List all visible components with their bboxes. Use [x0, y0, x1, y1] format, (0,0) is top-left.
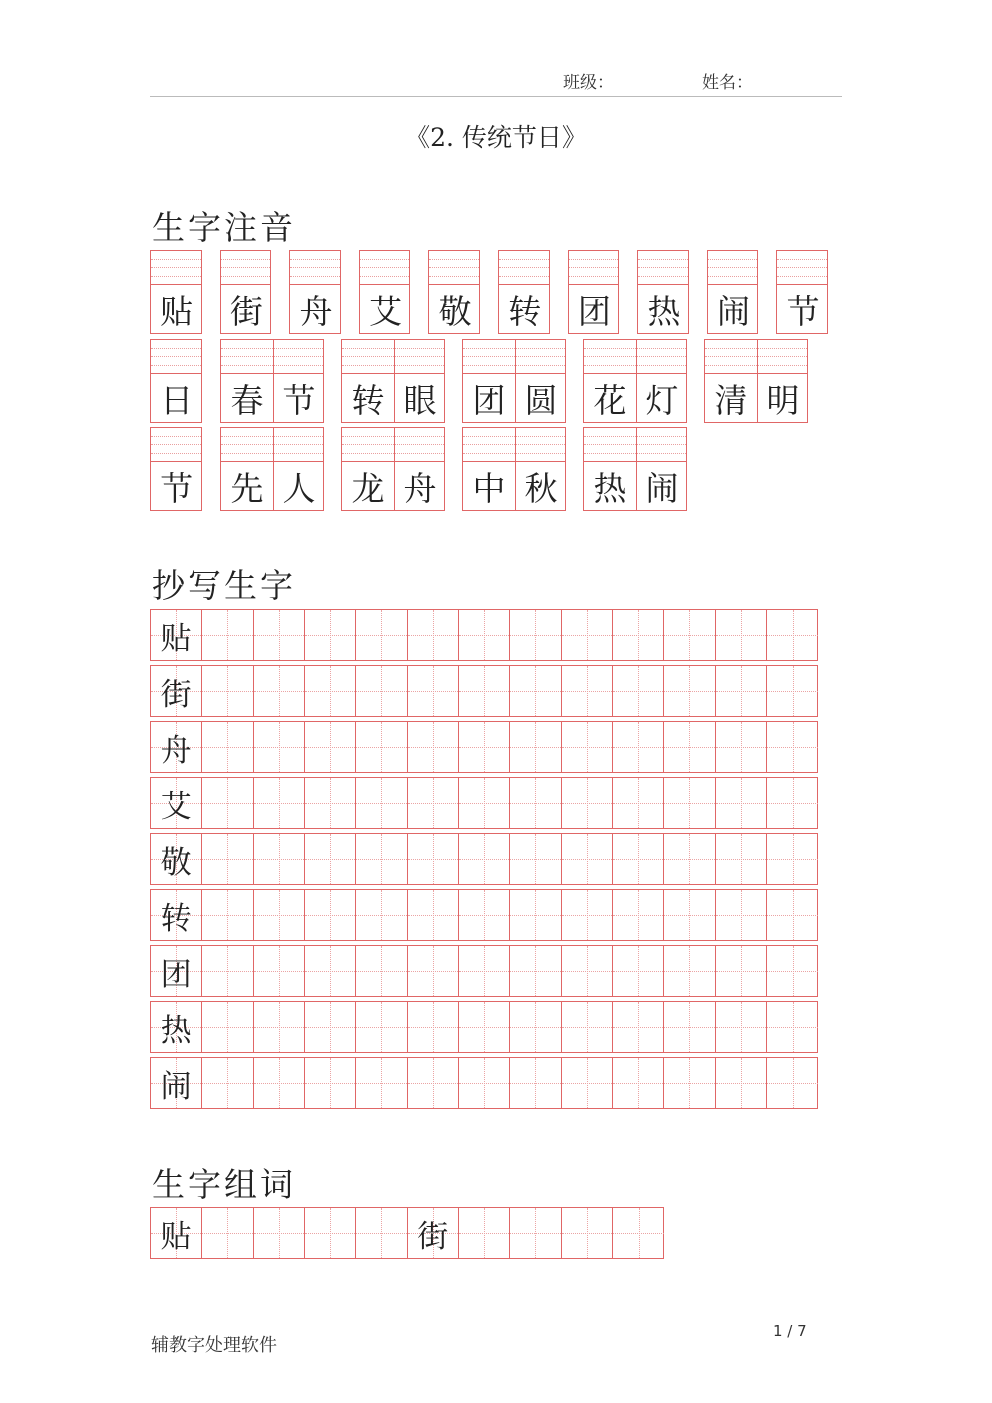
pinyin-char-box [150, 427, 202, 511]
practice-cell[interactable] [716, 834, 767, 884]
practice-cell[interactable] [562, 890, 613, 940]
model-character-cell [408, 1208, 459, 1258]
pinyin-char-box [776, 250, 828, 334]
pinyin-box-divider [273, 428, 274, 510]
practice-cell[interactable] [408, 666, 459, 716]
practice-cell[interactable] [254, 890, 305, 940]
header-divider [150, 96, 842, 97]
model-character: 闹 [160, 1068, 192, 1105]
practice-cell[interactable] [613, 890, 664, 940]
practice-cell[interactable] [664, 778, 715, 828]
model-character-cell [151, 610, 202, 660]
pinyin-character: 舟 [299, 291, 333, 331]
copy-row [150, 945, 818, 997]
pinyin-box-divider [515, 340, 516, 422]
pinyin-character: 圆 [524, 380, 558, 420]
practice-cell[interactable] [254, 778, 305, 828]
practice-cell[interactable] [664, 890, 715, 940]
practice-cell[interactable] [305, 666, 356, 716]
model-character: 敬 [160, 844, 192, 881]
pinyin-char-box [220, 250, 272, 334]
pinyin-character: 先 [230, 468, 264, 508]
practice-cell[interactable] [767, 890, 818, 940]
pinyin-box-divider [273, 340, 274, 422]
practice-cell[interactable] [664, 666, 715, 716]
practice-cell[interactable] [202, 946, 253, 996]
practice-cell[interactable] [562, 1208, 613, 1258]
practice-cell[interactable] [254, 610, 305, 660]
practice-cell[interactable] [305, 834, 356, 884]
copy-row [150, 777, 818, 829]
practice-cell[interactable] [562, 722, 613, 772]
pinyin-character: 清 [714, 380, 748, 420]
pinyin-word-box [341, 339, 445, 423]
practice-cell[interactable] [664, 834, 715, 884]
page-number: 1 / 7 [773, 1322, 807, 1340]
model-character: 热 [160, 1012, 192, 1049]
pinyin-box-divider [757, 340, 758, 422]
practice-cell[interactable] [664, 722, 715, 772]
pinyin-box-divider [636, 428, 637, 510]
model-character: 转 [160, 900, 192, 937]
footer-software: 辅教字处理软件 [151, 1335, 277, 1356]
practice-cell[interactable] [510, 1002, 561, 1052]
practice-cell[interactable] [202, 666, 253, 716]
practice-cell[interactable] [562, 778, 613, 828]
practice-cell[interactable] [716, 778, 767, 828]
pinyin-char-box [150, 339, 202, 423]
pinyin-writing-lines [499, 251, 549, 285]
practice-cell[interactable] [408, 890, 459, 940]
practice-cell[interactable] [408, 1002, 459, 1052]
pinyin-char-box [428, 250, 480, 334]
class-label: 班级： [563, 73, 614, 93]
practice-cell[interactable] [408, 778, 459, 828]
model-character: 艾 [160, 788, 192, 825]
practice-cell[interactable] [716, 1002, 767, 1052]
practice-cell[interactable] [510, 1208, 561, 1258]
practice-cell[interactable] [254, 946, 305, 996]
practice-cell[interactable] [459, 666, 510, 716]
practice-cell[interactable] [613, 722, 664, 772]
pinyin-writing-lines [151, 251, 201, 285]
pinyin-writing-lines [342, 340, 444, 374]
pinyin-character: 中 [472, 468, 506, 508]
pinyin-character: 人 [282, 468, 316, 508]
pinyin-character: 热 [647, 291, 681, 331]
practice-cell[interactable] [356, 1002, 407, 1052]
practice-cell[interactable] [459, 1058, 510, 1108]
pinyin-writing-lines [584, 340, 686, 374]
practice-cell[interactable] [562, 946, 613, 996]
pinyin-character: 节 [282, 380, 316, 420]
copy-row [150, 609, 818, 661]
practice-cell[interactable] [305, 610, 356, 660]
practice-cell[interactable] [613, 1058, 664, 1108]
practice-cell[interactable] [254, 1058, 305, 1108]
practice-cell[interactable] [356, 610, 407, 660]
section-title-copy: 抄写生字 [152, 566, 296, 605]
pinyin-word-box [220, 427, 324, 511]
practice-cell[interactable] [664, 610, 715, 660]
practice-cell[interactable] [356, 946, 407, 996]
practice-cell[interactable] [613, 1208, 664, 1258]
practice-cell[interactable] [459, 722, 510, 772]
pinyin-character: 花 [593, 380, 627, 420]
practice-cell[interactable] [254, 1002, 305, 1052]
pinyin-word-box [583, 427, 687, 511]
practice-cell[interactable] [767, 1002, 818, 1052]
practice-cell[interactable] [716, 666, 767, 716]
practice-cell[interactable] [562, 666, 613, 716]
model-character: 贴 [160, 1218, 192, 1255]
practice-cell[interactable] [613, 610, 664, 660]
pinyin-writing-lines [638, 251, 688, 285]
practice-cell[interactable] [305, 1058, 356, 1108]
pinyin-writing-lines [221, 251, 271, 285]
practice-cell[interactable] [562, 610, 613, 660]
pinyin-char-box [359, 250, 411, 334]
pinyin-writing-lines [429, 251, 479, 285]
practice-cell[interactable] [459, 834, 510, 884]
pinyin-char-box [568, 250, 620, 334]
pinyin-box-divider [394, 340, 395, 422]
practice-cell[interactable] [459, 890, 510, 940]
practice-cell[interactable] [202, 834, 253, 884]
practice-cell[interactable] [459, 1002, 510, 1052]
pinyin-writing-lines [463, 428, 565, 462]
practice-cell[interactable] [408, 946, 459, 996]
practice-cell[interactable] [767, 722, 818, 772]
practice-cell[interactable] [510, 778, 561, 828]
pinyin-box-divider [394, 428, 395, 510]
pinyin-writing-lines [290, 251, 340, 285]
practice-cell[interactable] [613, 666, 664, 716]
practice-cell[interactable] [716, 722, 767, 772]
practice-cell[interactable] [202, 1002, 253, 1052]
practice-cell[interactable] [613, 946, 664, 996]
pinyin-character: 明 [766, 380, 800, 420]
practice-cell[interactable] [408, 722, 459, 772]
pinyin-character: 闹 [717, 291, 751, 331]
pinyin-word-box [704, 339, 808, 423]
section-title-words: 生字组词 [152, 1165, 296, 1204]
practice-cell[interactable] [459, 778, 510, 828]
word-row [150, 1207, 664, 1259]
pinyin-character: 舟 [403, 468, 437, 508]
copy-row [150, 665, 818, 717]
practice-cell[interactable] [716, 610, 767, 660]
section-title-pinyin: 生字注音 [152, 208, 296, 247]
pinyin-character: 团 [472, 380, 506, 420]
pinyin-character: 春 [230, 380, 264, 420]
copy-row [150, 721, 818, 773]
pinyin-char-box [289, 250, 341, 334]
practice-cell[interactable] [664, 946, 715, 996]
practice-cell[interactable] [356, 1208, 407, 1258]
practice-cell[interactable] [767, 778, 818, 828]
pinyin-char-box [498, 250, 550, 334]
copy-row [150, 1001, 818, 1053]
practice-cell[interactable] [459, 610, 510, 660]
pinyin-character: 节 [786, 291, 820, 331]
model-character-cell [151, 666, 202, 716]
model-character-cell [151, 778, 202, 828]
practice-cell[interactable] [254, 666, 305, 716]
practice-cell[interactable] [202, 1208, 253, 1258]
practice-cell[interactable] [305, 778, 356, 828]
pinyin-writing-lines [705, 340, 807, 374]
pinyin-writing-lines [584, 428, 686, 462]
pinyin-writing-lines [360, 251, 410, 285]
practice-cell[interactable] [356, 834, 407, 884]
practice-cell[interactable] [254, 834, 305, 884]
pinyin-char-box [707, 250, 759, 334]
practice-cell[interactable] [356, 890, 407, 940]
pinyin-character: 热 [593, 468, 627, 508]
model-character-cell [151, 890, 202, 940]
practice-cell[interactable] [254, 1208, 305, 1258]
practice-cell[interactable] [562, 1058, 613, 1108]
practice-cell[interactable] [510, 890, 561, 940]
practice-cell[interactable] [716, 1058, 767, 1108]
practice-cell[interactable] [562, 834, 613, 884]
practice-cell[interactable] [356, 1058, 407, 1108]
practice-cell[interactable] [767, 946, 818, 996]
practice-cell[interactable] [510, 946, 561, 996]
pinyin-char-box [637, 250, 689, 334]
practice-cell[interactable] [510, 834, 561, 884]
page-title: 《2. 传统节日》 [405, 123, 587, 152]
practice-cell[interactable] [202, 722, 253, 772]
model-character-cell [151, 1002, 202, 1052]
pinyin-word-box [462, 427, 566, 511]
practice-cell[interactable] [716, 890, 767, 940]
pinyin-character: 敬 [438, 291, 472, 331]
practice-cell[interactable] [356, 778, 407, 828]
model-character: 街 [160, 676, 192, 713]
practice-cell[interactable] [408, 610, 459, 660]
pinyin-character: 街 [229, 291, 263, 331]
pinyin-writing-lines [777, 251, 827, 285]
practice-cell[interactable] [510, 666, 561, 716]
model-character-cell [151, 722, 202, 772]
practice-cell[interactable] [459, 1208, 510, 1258]
pinyin-box-divider [515, 428, 516, 510]
model-character: 团 [160, 956, 192, 993]
practice-cell[interactable] [408, 834, 459, 884]
model-character: 舟 [160, 732, 192, 769]
model-character-cell [151, 1208, 202, 1258]
pinyin-writing-lines [221, 340, 323, 374]
practice-cell[interactable] [356, 722, 407, 772]
practice-cell[interactable] [408, 1058, 459, 1108]
practice-cell[interactable] [202, 778, 253, 828]
pinyin-writing-lines [151, 340, 201, 374]
practice-cell[interactable] [510, 1058, 561, 1108]
pinyin-character: 日 [160, 380, 194, 420]
pinyin-character: 艾 [369, 291, 403, 331]
practice-cell[interactable] [202, 610, 253, 660]
model-character: 贴 [160, 620, 192, 657]
name-label: 姓名： [702, 73, 753, 93]
practice-cell[interactable] [254, 722, 305, 772]
copy-row [150, 1057, 818, 1109]
pinyin-character: 秋 [524, 468, 558, 508]
practice-cell[interactable] [562, 1002, 613, 1052]
model-character-cell [151, 834, 202, 884]
pinyin-word-box [220, 339, 324, 423]
practice-cell[interactable] [664, 1002, 715, 1052]
practice-cell[interactable] [613, 1002, 664, 1052]
pinyin-writing-lines [221, 428, 323, 462]
pinyin-character: 节 [160, 468, 194, 508]
practice-cell[interactable] [202, 1058, 253, 1108]
pinyin-character: 转 [508, 291, 542, 331]
practice-cell[interactable] [510, 722, 561, 772]
practice-cell[interactable] [202, 890, 253, 940]
pinyin-word-box [341, 427, 445, 511]
copy-row [150, 833, 818, 885]
pinyin-writing-lines [463, 340, 565, 374]
pinyin-character: 团 [577, 291, 611, 331]
practice-cell[interactable] [767, 834, 818, 884]
pinyin-writing-lines [569, 251, 619, 285]
practice-cell[interactable] [767, 610, 818, 660]
practice-cell[interactable] [716, 946, 767, 996]
pinyin-writing-lines [151, 428, 201, 462]
practice-cell[interactable] [356, 666, 407, 716]
pinyin-character: 灯 [645, 380, 679, 420]
pinyin-character: 眼 [403, 380, 437, 420]
copy-row [150, 889, 818, 941]
pinyin-writing-lines [708, 251, 758, 285]
model-character: 街 [417, 1218, 449, 1255]
pinyin-character: 转 [351, 380, 385, 420]
practice-cell[interactable] [664, 1058, 715, 1108]
practice-cell[interactable] [305, 890, 356, 940]
practice-cell[interactable] [767, 1058, 818, 1108]
pinyin-writing-lines [342, 428, 444, 462]
practice-cell[interactable] [459, 946, 510, 996]
practice-cell[interactable] [613, 834, 664, 884]
practice-cell[interactable] [305, 946, 356, 996]
pinyin-character: 贴 [160, 291, 194, 331]
pinyin-character: 龙 [351, 468, 385, 508]
practice-cell[interactable] [305, 722, 356, 772]
pinyin-word-box [462, 339, 566, 423]
pinyin-word-box [583, 339, 687, 423]
pinyin-character: 闹 [645, 468, 679, 508]
practice-cell[interactable] [305, 1002, 356, 1052]
model-character-cell [151, 946, 202, 996]
practice-cell[interactable] [767, 666, 818, 716]
practice-cell[interactable] [305, 1208, 356, 1258]
model-character-cell [151, 1058, 202, 1108]
pinyin-box-divider [636, 340, 637, 422]
practice-cell[interactable] [613, 778, 664, 828]
pinyin-char-box [150, 250, 202, 334]
practice-cell[interactable] [510, 610, 561, 660]
